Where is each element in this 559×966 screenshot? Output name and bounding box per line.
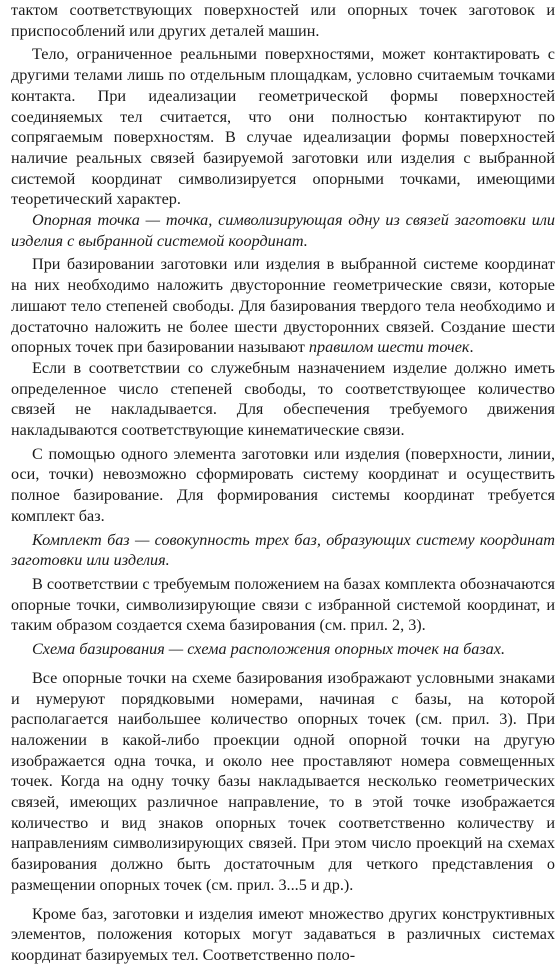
paragraph-text: При базировании заготовки или изделия в выбранной системе координат на них необходимо наложить двусторонние геометрические связи, которые лишают тело степеней свободы. Для базирования твердого тела необходимо и достаточно наложить не более шести двусторонних связей. Создание шести опорных точек при базировании называют: [11, 255, 555, 357]
paragraph-degrees-of-freedom: Если в соответствии со служебным назначением изделие должно иметь определенное число степеней свободы, то соответствующее количество связей не накладывается. Для обеспечения требуемого движения накладываются соответствующие кинематические связи.: [11, 358, 555, 440]
paragraph-text-end: .: [469, 338, 474, 357]
definition-locating-scheme: Схема базирования — схема расположения опорных точек на базах.: [32, 640, 505, 659]
paragraph-six-point-rule: [11, 254, 555, 358]
paragraph-other-elements: Кроме баз, заготовки и изделия имеют множество других конструктивных элементов, положения которых могут задаваться в различных системах координат базируемых тел. Соответственно поло-: [11, 904, 555, 964]
definition-datum-set: Комплект баз — совокупность трех баз, образующих систему координат заготовки или изделия.: [11, 530, 555, 570]
paragraph-datum-set: С помощью одного элемента заготовки или изделия (поверхности, линии, оси, точки) невозможно сформировать систему координат и осуществить полное базирование. Для формирования системы координат требуется комплект баз.: [11, 444, 555, 525]
emphasis-six-point-rule: правилом шести точек: [308, 338, 470, 357]
paragraph-body-contact: Тело, ограниченное реальными поверхностями, может контактировать с другими телами лишь по отдельным площадкам, условно считаемым точками контакта. При идеализации геометрической формы поверхностей соединяемых тел считается, что они полностью контактируют по сопрягаемым поверхностям. В случае идеализации формы поверхностей наличие реальных связей базируемой заготовки или изделия с выбранной системой координат символизируется опорными точками, имеющими теоретический характер.: [11, 45, 555, 209]
definition-reference-point: Опорная точка — точка, символизирующая одну из связей заготовки или изделия с выбранной системой координат.: [11, 211, 555, 250]
paragraph-locating-scheme: В соответствии с требуемым положением на базах комплекта обозначаются опорные точки, символизирующие связи с избранной системой координат, и таким образом создается схема базирования (см. прил. 2, 3).: [11, 574, 555, 635]
paragraph-scheme-symbols: Все опорные точки на схеме базирования изображают условными знаками и нумеруют порядковыми номерами, начиная с базы, на которой располагается наибольшее количество опорных точек (см. прил. 3). При наложении в какой-либо проекции одной опорной точки на другую изображается одна точка, и около нее проставляют номера совмещенных точек. Когда на одну точку базы накладывается несколько геометрических связей, имеющих различное направление, то в этой точке изображается количество и вид знаков опорных точек соответственно количеству и направлениям символизирующих связей. При этом число проекций на схемах базирования должно быть достаточным для четкого представления о размещении опорных точек (см. прил. 3...5 и др.).: [11, 668, 555, 894]
paragraph-continuation: тактом соответствующих поверхностей или опорных точек заготовок и приспособлений или других деталей машин.: [11, 1, 555, 40]
